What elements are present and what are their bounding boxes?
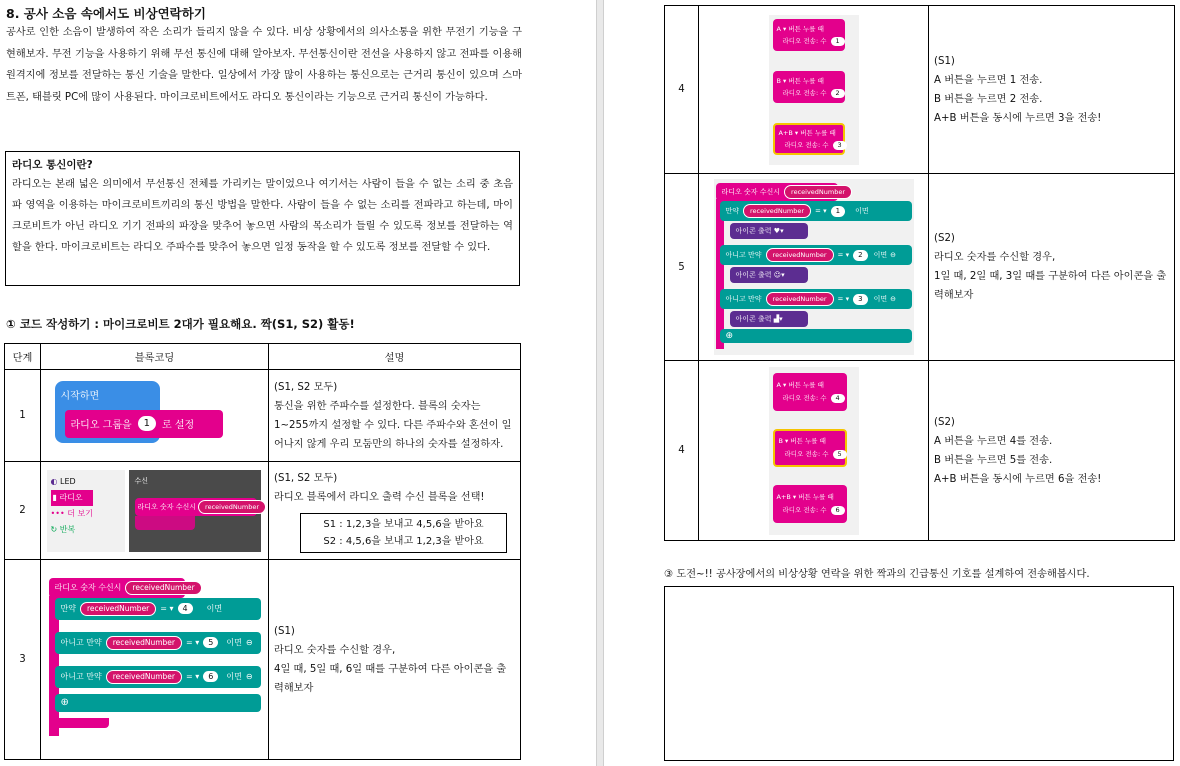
radio-info-box [5, 151, 520, 286]
on-start-label: 시작하면 [60, 390, 100, 402]
show-icon-block: 아이콘 출력 ☺ ▾ [730, 267, 808, 283]
description-text: 통신을 위한 주파수를 설정한다. 블록의 숫자는 1~255까지 설정할 수 있다. 다른 주파수와 혼선이 일어나지 않게 우리 모둠만의 하나의 숫자를 설정하자. [274, 400, 512, 450]
description-line: B 버튼을 누르면 5를 전송. [934, 454, 1053, 466]
received-number-var: receivedNumber [766, 292, 834, 306]
if-block [55, 598, 261, 620]
receive-block-body [135, 516, 195, 530]
code-table [4, 343, 521, 760]
description-cell [269, 560, 521, 760]
send-label [783, 36, 845, 46]
equals-sign: = ▾ [160, 604, 174, 613]
description-line: A+B 버튼을 동시에 누르면 6을 전송! [934, 473, 1102, 485]
block-code-cell [41, 462, 269, 560]
send-value: 2 [831, 89, 845, 98]
else-if-block [55, 666, 261, 688]
add-branch-block [720, 329, 912, 343]
receive-number-block [135, 498, 260, 516]
table-row [5, 560, 521, 760]
else-if-label: 아니고 만약 [60, 672, 102, 681]
start-block-image [55, 376, 255, 456]
description-text: 라디오 블록에서 라디오 출력 수신 블록을 선택! [274, 491, 485, 503]
show-icon-label: 아이콘 출력 [735, 227, 772, 235]
header-step: 단계 [5, 344, 41, 370]
if-label: 만약 [725, 207, 740, 215]
description-line: A+B 버튼을 동시에 누르면 3을 전송! [934, 112, 1102, 124]
send-text: 라디오 전송: 수 [784, 140, 829, 149]
compare-value: 4 [178, 603, 193, 614]
received-number-var: receivedNumber [766, 248, 834, 262]
else-if-label: 아니고 만약 [60, 638, 102, 647]
step-number: 4 [665, 361, 699, 541]
student-tag: (S1) [934, 55, 955, 67]
right-page [604, 0, 1180, 766]
else-if-label: 아니고 만약 [725, 295, 762, 303]
received-number-var: receivedNumber [125, 581, 201, 595]
receive-block [49, 578, 195, 598]
remove-icon[interactable]: ⊖ [890, 295, 897, 303]
if-block [720, 201, 912, 221]
menu-item-more: ••• 더 보기 [50, 508, 93, 518]
receive-label: 라디오 숫자 수신시 [721, 188, 781, 196]
header-blocks: 블록코딩 [41, 344, 269, 370]
info-box-title: 라디오 통신이란? [12, 159, 93, 171]
code-table-continued [664, 5, 1175, 541]
radio-group-label: 라디오 그룹을 [70, 420, 132, 431]
radio-group-block [65, 410, 223, 438]
equals-sign: = ▾ [185, 638, 200, 647]
receive-block-footer [49, 718, 109, 728]
header-desc: 설명 [269, 344, 521, 370]
loop-icon: ↻ [50, 524, 58, 534]
send-text: 라디오 전송: 수 [782, 88, 827, 97]
table-row [5, 462, 521, 560]
send-value: 4 [831, 394, 845, 403]
signal-icon: ▮ [52, 492, 57, 502]
menu-item-radio [51, 490, 93, 506]
send-text: 라디오 전송: 수 [782, 36, 827, 45]
step-number: 5 [665, 174, 699, 361]
block-code-cell [41, 560, 269, 760]
description-cell [269, 370, 521, 462]
received-number-var: receivedNumber [106, 670, 182, 684]
student-tag: (S1, S2 모두) [274, 381, 338, 393]
student-tag: (S1, S2 모두) [274, 472, 338, 484]
table-row [665, 361, 1175, 541]
smile-icon: ☺ [773, 271, 782, 279]
button-label: B ▾ 버튼 누를 때 [778, 437, 826, 445]
step-number: 2 [5, 462, 41, 560]
received-number-var: receivedNumber [198, 500, 266, 514]
description-line: A 버튼을 누르면 4를 전송. [934, 435, 1053, 447]
flyout-label: 수신 [134, 476, 149, 485]
table-row [665, 6, 1175, 174]
show-icon-label: 아이콘 출력 [735, 315, 772, 323]
add-icon[interactable]: ⊕ [60, 697, 69, 708]
block-code-cell [699, 174, 929, 361]
else-if-block [720, 245, 912, 265]
send-label [785, 449, 847, 459]
receive-icon-blocks-image [714, 179, 914, 355]
else-if-block [720, 289, 912, 309]
description-cell [929, 174, 1175, 361]
student-tag: (S1) [274, 625, 295, 637]
toggle-icon: ◐ [50, 476, 58, 486]
compare-value: 1 [831, 206, 845, 217]
description-text: 라디오 숫자를 수신할 경우, 4일 때, 5일 때, 6일 때를 구분하여 다른 아이콘을 출력해보자 [274, 644, 507, 694]
received-number-var: receivedNumber [784, 185, 852, 199]
send-value: 6 [831, 506, 845, 515]
menu-item-led [51, 474, 93, 490]
block-code-cell [699, 361, 929, 541]
radio-menu-image [47, 468, 263, 554]
then-label: 이면 [855, 207, 869, 215]
description-cell [929, 361, 1175, 541]
block-code-cell [41, 370, 269, 462]
menu-label: 반복 [59, 524, 76, 534]
then-label: 이면 [226, 638, 242, 647]
button-label: A ▾ 버튼 누를 때 [776, 24, 824, 33]
equals-sign: = ▾ [185, 672, 200, 681]
s2-rule: S2 : 4,5,6을 보내고 1,2,3을 받아요 [323, 535, 484, 547]
add-icon[interactable]: ⊕ [725, 331, 734, 341]
page-gutter [596, 0, 604, 766]
then-label: 이면 [873, 295, 888, 303]
button-b-block [773, 429, 847, 467]
compare-value: 5 [203, 637, 218, 648]
radio-group-suffix: 로 설정 [162, 420, 195, 431]
s1-rule: S1 : 1,2,3을 보내고 4,5,6을 받아요 [323, 518, 484, 530]
button-b-block [773, 71, 845, 103]
table-row [665, 174, 1175, 361]
send-label [785, 140, 847, 150]
button-a-block [773, 373, 847, 411]
equals-sign: = ▾ [837, 295, 850, 303]
send-value: 5 [833, 450, 847, 459]
else-if-block [55, 632, 261, 654]
send-label [783, 505, 845, 515]
step-number: 1 [5, 370, 41, 462]
table-row [5, 370, 521, 462]
menu-label: 라디오 [59, 492, 83, 502]
description-line: A 버튼을 누르면 1 전송. [934, 74, 1043, 86]
show-icon-block: 아이콘 출력 ♥ ▾ [730, 223, 808, 239]
button-label: A+B ▾ 버튼 누를 때 [778, 128, 836, 137]
description-cell [929, 6, 1175, 174]
send-value: 3 [833, 141, 847, 150]
student-tag: (S2) [934, 416, 955, 428]
add-branch-block [55, 694, 261, 712]
button-label: B ▾ 버튼 누를 때 [776, 76, 824, 85]
answer-box[interactable] [664, 586, 1174, 761]
send-label [783, 88, 845, 98]
menu-label: LED [60, 476, 76, 486]
receive-block [716, 183, 846, 201]
received-number-var: receivedNumber [80, 602, 156, 616]
equals-sign: = ▾ [815, 207, 827, 215]
send-label [783, 393, 845, 403]
remove-icon[interactable]: ⊖ [245, 672, 253, 681]
show-icon-label: 아이콘 출력 [735, 271, 772, 279]
received-number-var: receivedNumber [743, 204, 811, 218]
remove-icon[interactable]: ⊖ [245, 638, 253, 647]
received-number-var: receivedNumber [106, 636, 182, 650]
student-tag: (S2) [934, 233, 955, 244]
else-if-label: 아니고 만약 [725, 251, 762, 259]
toolbox-menu [51, 474, 93, 538]
remove-icon[interactable]: ⊖ [890, 251, 897, 259]
compare-value: 3 [853, 294, 867, 305]
send-text: 라디오 전송: 수 [782, 506, 827, 514]
compare-value: 2 [853, 250, 867, 261]
receive-block-spine [716, 199, 724, 349]
then-label: 이면 [873, 251, 888, 259]
receive-if-blocks-image [47, 570, 263, 750]
receive-label: 라디오 숫자 수신시 [137, 502, 197, 511]
section-title: 8. 공사 소음 속에서도 비상연락하기 [6, 6, 206, 21]
button-a-block [773, 19, 845, 51]
heart-icon: ♥ [773, 227, 781, 235]
button-send-blocks-image [769, 15, 859, 165]
button-ab-block [773, 123, 845, 155]
description-cell [269, 462, 521, 560]
receive-label: 라디오 숫자 수신시 [54, 583, 122, 592]
send-receive-box [300, 513, 507, 553]
step-number: 4 [665, 6, 699, 174]
block-code-cell [699, 6, 929, 174]
send-text: 라디오 전송: 수 [784, 450, 829, 458]
send-value: 1 [831, 37, 845, 46]
description-line: B 버튼을 누르면 2 전송. [934, 93, 1043, 105]
giraffe-icon: ▟ [773, 315, 780, 323]
intro-paragraph: 공사로 인한 소음이 발생하여 작은 소리가 들리지 않을 수 있다. 비상 상황에서의 의사소통을 위한 무전기 기능을 구현해보자. 무전 기능을 사용하기 위해 무선 통신에 대해 알아보자. 무선통신이란 전선을 사용하지 않고 전파를 이용해 원격지에 정보를 전달하는 통신 기술을 말한다. 일상에서 가장 많이 사용하는 통신으로는 근거리 통신이 있으며 스마트폰, 태블릿 PC에 많이 사용된다. 마이크로비트에서도 라디오 통신이라는 기능으로 근거리 통신이 가능하다. [6, 27, 522, 103]
code-heading: ① 코드 작성하기 : 마이크로비트 2대가 필요해요. 짝(S1, S2) 활동! [6, 317, 355, 331]
button-label: A+B ▾ 버튼 누를 때 [776, 493, 834, 501]
challenge-heading: ③ 도전~!! 공사장에서의 비상상황 연락을 위한 짝과의 긴급통신 기호를 설계하여 전송해봅시다. [664, 569, 1090, 580]
button-ab-block [773, 485, 847, 523]
then-label: 이면 [206, 604, 223, 613]
description-text: 라디오 숫자를 수신할 경우, 1일 때, 2일 때, 3일 때를 구분하여 다른 아이콘을 출력해보자 [934, 252, 1167, 301]
then-label: 이면 [226, 672, 242, 681]
step-number: 3 [5, 560, 41, 760]
menu-item-loops [51, 522, 93, 538]
compare-value: 6 [203, 671, 218, 682]
button-send-blocks-image [769, 367, 859, 535]
group-value: 1 [138, 416, 156, 431]
show-icon-block: 아이콘 출력 ▟ ▾ [730, 311, 808, 327]
button-label: A ▾ 버튼 누를 때 [776, 381, 824, 389]
send-text: 라디오 전송: 수 [782, 394, 827, 402]
if-label: 만약 [60, 604, 76, 613]
equals-sign: = ▾ [837, 251, 850, 259]
table-header-row [5, 344, 521, 370]
info-box-body: 라디오는 본래 넓은 의미에서 무선통신 전체를 가리키는 말이었으나 여기서는 사람이 들을 수 없는 소리 중 초음파 영역을 이용하는 마이크로비트끼리의 통신 방법을 말한다. 사람이 들을 수 없는 소리를 전파라고 하는데, 마이크로비트가 아닌 라디오 기기 전파의 파장을 맞추어 놓으면 사람의 목소리가 들릴 수 있도록 정보를 전달하는 역할을 한다. 마이크로비트는 라디오 주파수를 맞추어 놓으면 일정 동작을 할 수 있도록 정보를 전달할 수 있다. [12, 179, 513, 253]
